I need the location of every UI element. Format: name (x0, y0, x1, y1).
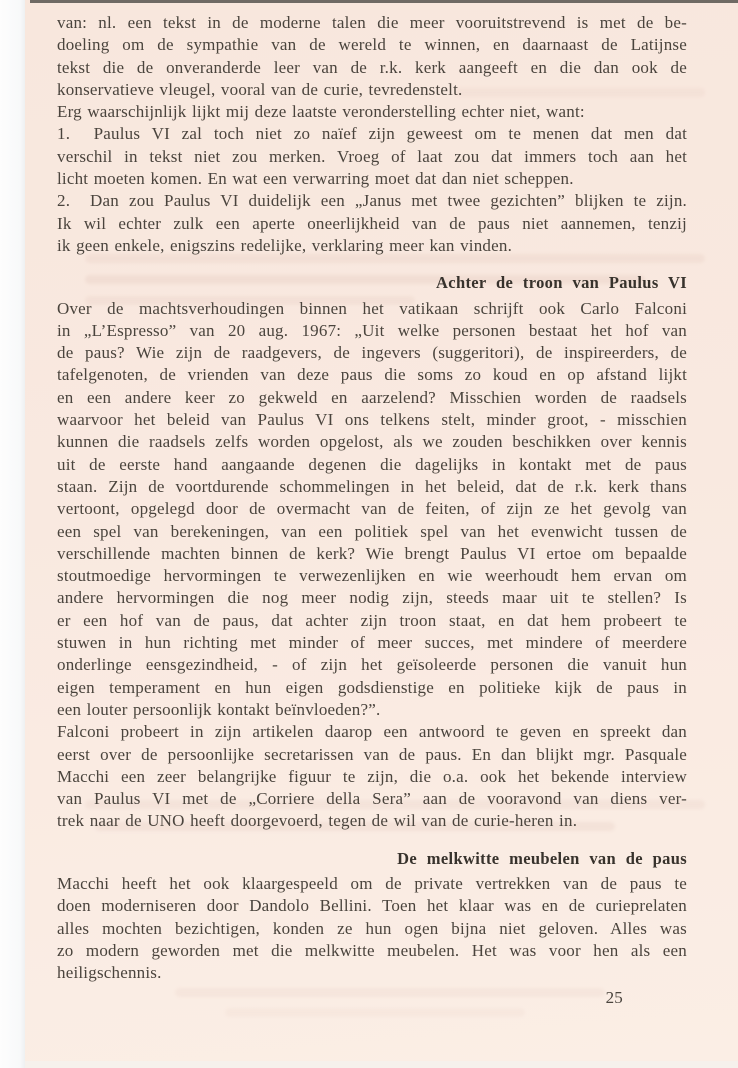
text-line: 2. Dan zou Paulus VI duidelijk een „Janus met twee gezichten” blijken te zijn. (57, 191, 687, 211)
section-heading: Achter de troon van Paulus VI (436, 273, 687, 293)
text-line: tafelgenoten, de vrienden van deze paus die soms zo koud en op afstand lijkt (57, 365, 687, 385)
text-line: Erg waarschijnlijk lijkt mij deze laatste veronderstelling echter niet, want: (57, 102, 585, 122)
text-line: Ik wil echter zulk een aperte oneerlijkheid van de paus niet aannemen, tenzij (57, 213, 687, 233)
paper-page (25, 0, 738, 1068)
paragraph (57, 873, 687, 984)
text-line: Falconi probeert in zijn artikelen daarop een antwoord te geven en spreekt dan (57, 722, 687, 742)
text-line: kunnen die raadsels zelfs worden opgelost, als we zouden beschikken over kennis (57, 432, 687, 452)
text-line: uit de eerste hand aangaande degenen die dagelijks in kontakt met de paus (57, 454, 687, 474)
text-line: heiligschennis. (57, 963, 162, 983)
text-line: ik geen enkele, enigszins redelijke, verklaring meer kan vinden. (57, 235, 513, 255)
scan-bottom-edge (25, 1061, 738, 1068)
text-line: de paus? Wie zijn de raadgevers, de ingevers (suggeritori), de inspireerders, de (57, 343, 687, 363)
text-line: een louter persoonlijk kontakt beïnvloeden?”. (57, 699, 381, 719)
text-line: van: nl. een tekst in de moderne talen die meer vooruitstrevend is met de be- (57, 13, 687, 32)
text-line: doen moderniseren door Dandolo Bellini. Toen het klaar was en de curieprelaten (57, 896, 687, 916)
page-number: 25 (605, 988, 623, 1008)
text-line: verschil in tekst niet zou merken. Vroeg of laat zou dat immers toch aan het (57, 146, 687, 166)
text-line: stuwen in hun richting met minder of meer succes, met mindere of meerdere (57, 633, 687, 653)
text-line: eerst over de persoonlijke secretarissen van de paus. En dan blijkt mgr. Pasquale (57, 744, 687, 764)
text-line: van Paulus VI met de „Corriere della Sera” aan de vooravond van diens ver- (57, 789, 687, 809)
text-line: licht moeten komen. En wat een verwarring moet dat dan niet scheppen. (57, 169, 574, 189)
text-line: er een hof van de paus, dat achter zijn troon staat, en dat hem probeert te (57, 610, 687, 630)
paragraph (57, 298, 687, 722)
text-line: andere hervormingen die nog meer nodig zijn, steeds maar uit te stellen? Is (57, 588, 687, 608)
text-line: Macchi heeft het ook klaargespeeld om de private vertrekken van de paus te (57, 873, 687, 893)
text-line: 1. Paulus VI zal toch niet zo naïef zijn geweest om te menen dat men dat (57, 124, 687, 144)
text-line: verschillende machten binnen de kerk? Wie brengt Paulus VI ertoe om bepaalde (57, 543, 687, 563)
paragraph (57, 12, 687, 101)
text-line: tekst die de onveranderde leer van de r.k. kerk aangeeft en die dan ook de (57, 57, 687, 77)
paragraph (57, 101, 687, 123)
text-line: Macchi een zeer belangrijke figuur te zijn, die o.a. ook het bekende interview (57, 766, 687, 786)
text-line: eigen temperament en hun eigen godsdienstige en politieke kijk de paus in (57, 677, 687, 697)
section-heading: De melkwitte meubelen van de paus (397, 848, 687, 868)
paragraph (57, 190, 687, 257)
text-line: vertoont, opgelegd door de overmacht van de feiten, of zijn ze het gevolg van (57, 499, 687, 519)
text-line: een spel van berekeningen, van een politiek spel van het evenwicht tussen de (57, 521, 687, 541)
scanner-margin (0, 0, 25, 1068)
text-line: doeling om de sympathie van de wereld te winnen, en daarnaast de Latijnse (57, 35, 687, 55)
text-line: zo modern geworden met die melkwitte meubelen. Het was voor hen als een (57, 940, 687, 960)
text-line: konservatieve vleugel, vooral van de curie, tevredenstelt. (57, 79, 463, 99)
text-line: staan. Zijn de voortdurende schommelingen in het beleid, dat de r.k. kerk thans (57, 476, 687, 496)
text-line: en een andere keer zo gekweld en aarzelend? Misschien worden de raadsels (57, 387, 687, 407)
text-line: Over de machtsverhoudingen binnen het vatikaan schrijft ook Carlo Falconi (57, 298, 687, 318)
text-line: stoutmoedige hervormingen te verwezenlijken en wie weerhoudt hem ervan om (57, 566, 687, 586)
text-block (57, 12, 687, 1010)
text-line: in „L’Espresso” van 20 aug. 1967: „Uit welke personen bestaat het hof van (57, 320, 687, 340)
text-line: waarvoor het beleid van Paulus VI ons telkens stelt, minder groot, - misschien (57, 410, 687, 430)
text-line: onderlinge eensgezindheid, - of zijn het geïsoleerde personen die vanuit hun (57, 655, 687, 675)
text-line: trek naar de UNO heeft doorgevoerd, tegen de wil van de curie-heren in. (57, 811, 578, 831)
scan-top-edge (30, 0, 738, 3)
paragraph (57, 721, 687, 832)
text-line: alles mochten bezichtigen, konden ze hun ogen bijna niet geloven. Alles was (57, 918, 687, 938)
paragraph (57, 123, 687, 190)
